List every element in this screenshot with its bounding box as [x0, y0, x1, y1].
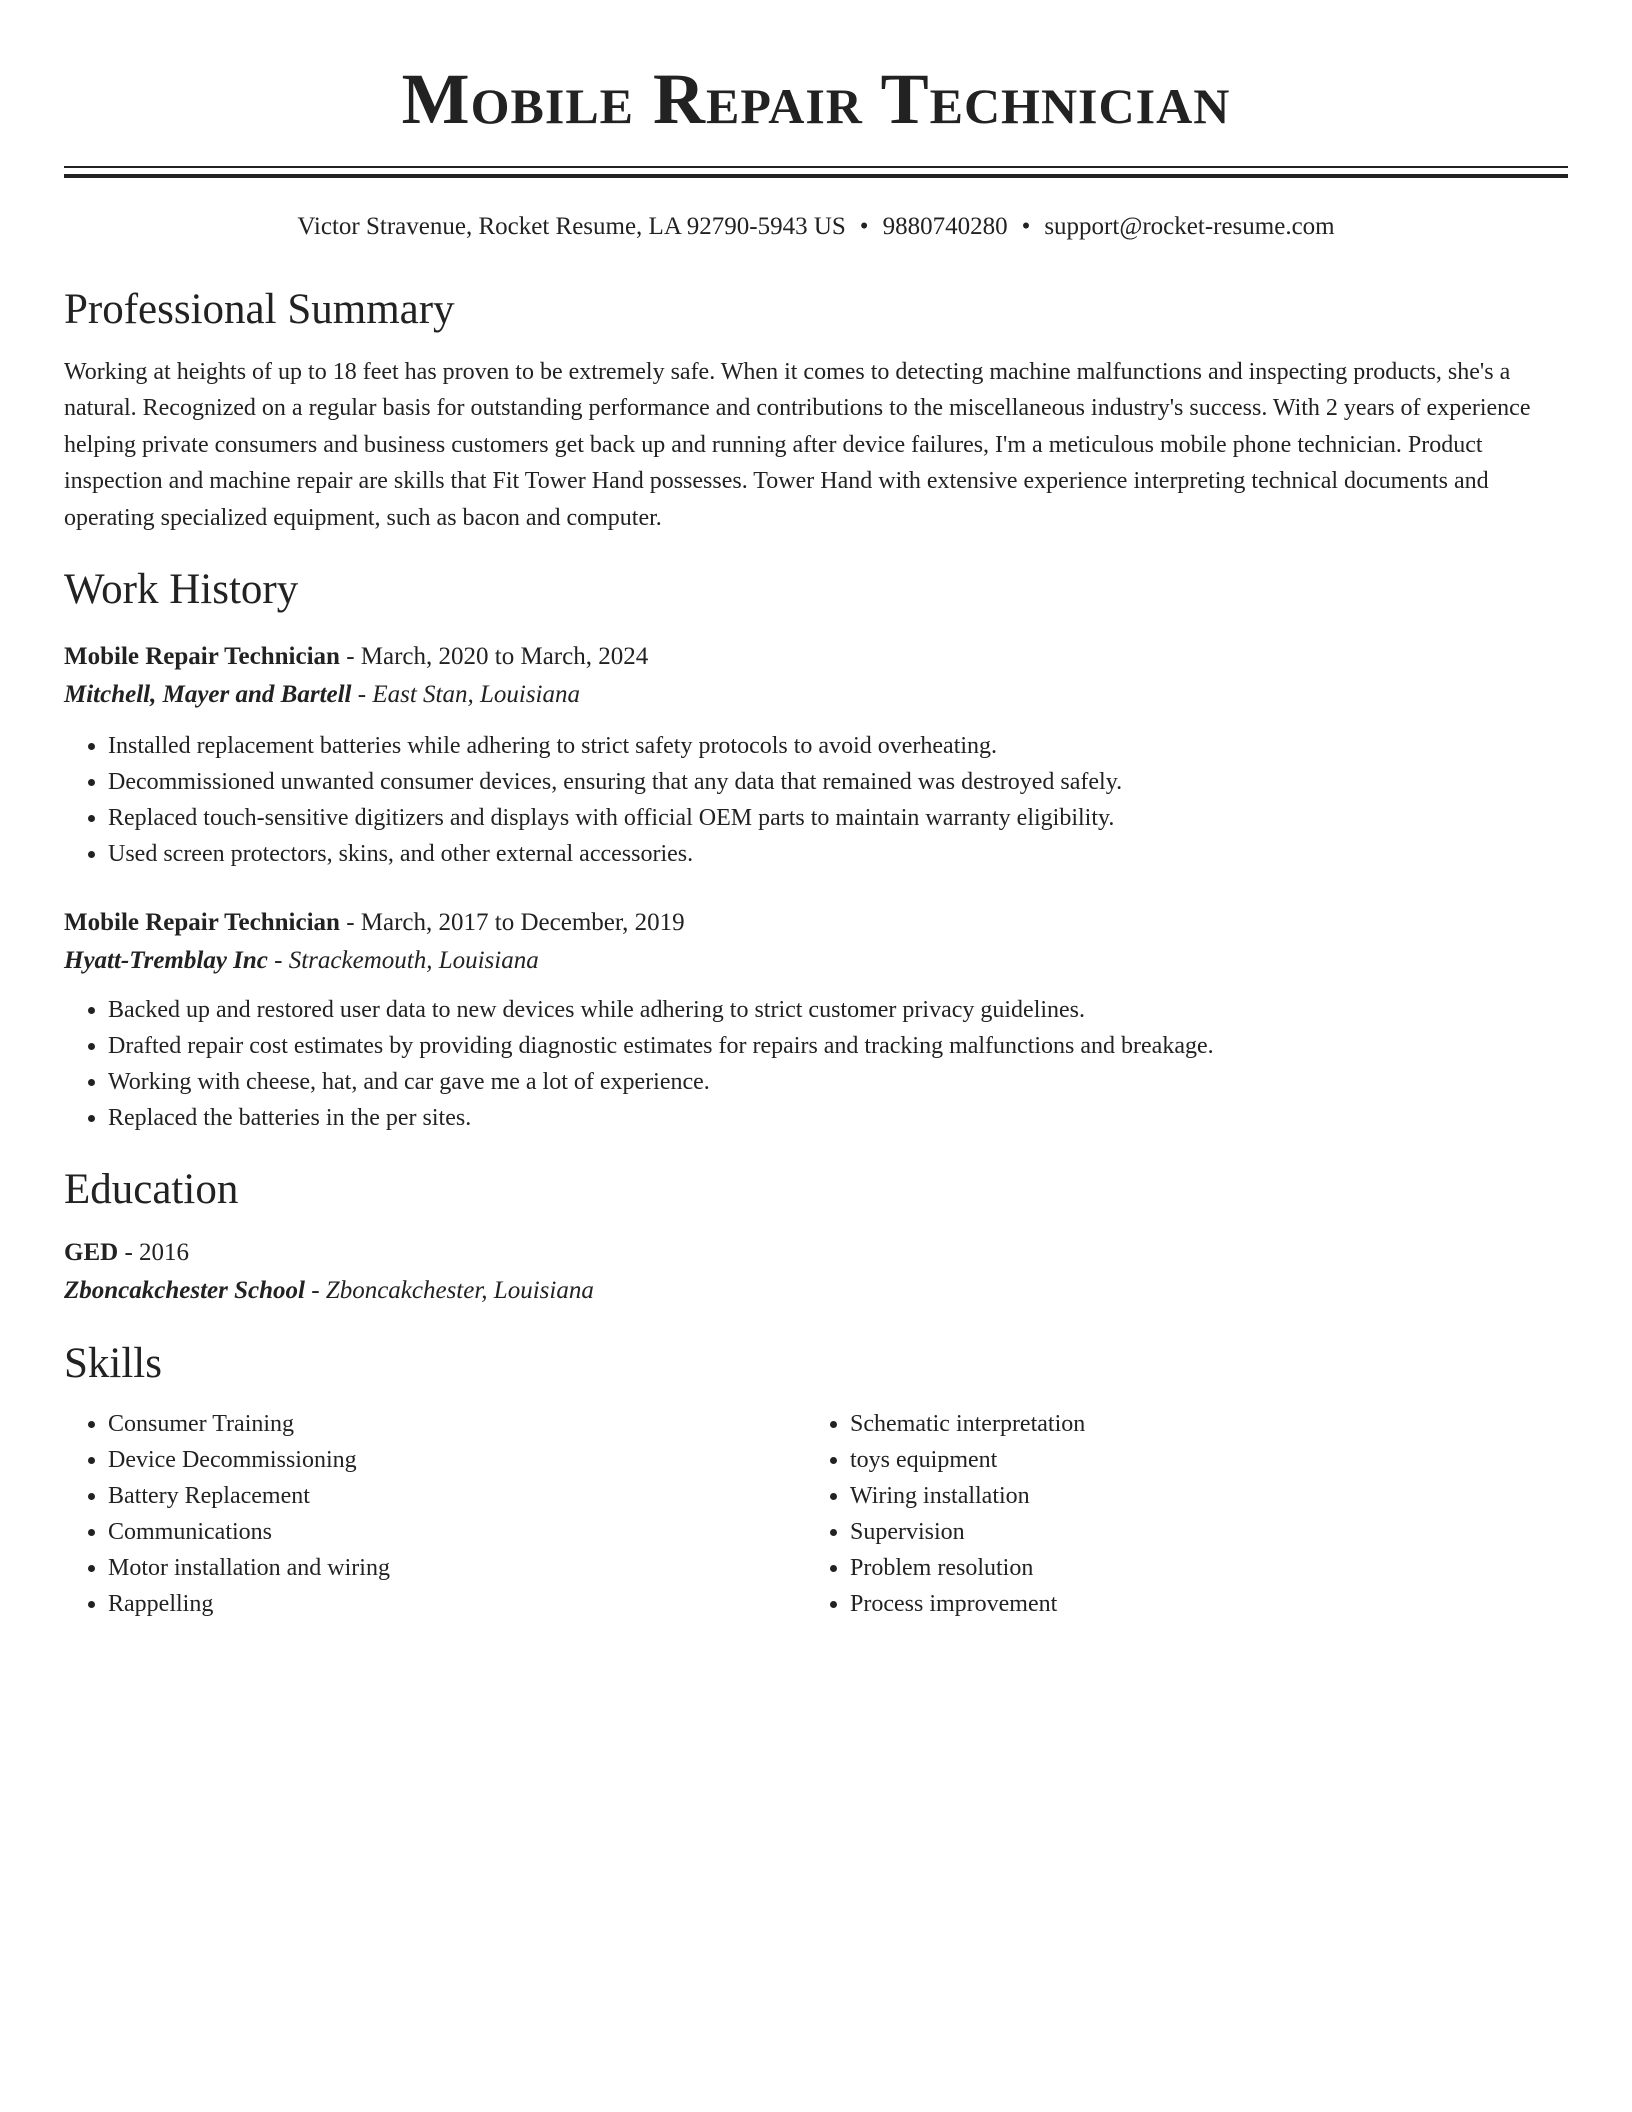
skills-heading: Skills [64, 1340, 162, 1388]
skills-grid [64, 1406, 1568, 1622]
job-title-line [64, 638, 1568, 676]
list-item: • Rappelling [108, 1586, 806, 1622]
summary-heading: Professional Summary [64, 286, 455, 333]
list-item: • Process improvement [850, 1586, 1548, 1622]
job-bullets [64, 992, 1568, 1136]
list-item: • Working with cheese, hat, and car gave me a lot of experience. [108, 1064, 1568, 1100]
company-line [64, 942, 1568, 980]
list-item: • Installed replacement batteries while adhering to strict safety protocols to avoid overheating. [108, 728, 1568, 764]
header-rule-thin [64, 166, 1568, 168]
company-name: Hyatt-Tremblay Inc [64, 947, 268, 975]
school-name: Zboncakchester School [64, 1277, 305, 1305]
degree-year: - 2016 [118, 1239, 190, 1267]
degree: GED [64, 1239, 119, 1267]
job-title: Mobile Repair Technician [64, 909, 340, 937]
job-entry [64, 638, 1568, 872]
education-heading: Education [64, 1166, 239, 1214]
header-double-rule [64, 166, 1568, 178]
school-line [64, 1272, 1568, 1310]
contact-separator: • [859, 213, 869, 240]
school-location: - Zboncakchester, Louisiana [304, 1277, 594, 1305]
list-item: • Communications [108, 1514, 806, 1550]
company-location: - East Stan, Louisiana [351, 681, 580, 709]
job-dates: - March, 2020 to March, 2024 [339, 643, 649, 671]
skills-column-right [806, 1406, 1548, 1622]
degree-line [64, 1234, 1568, 1272]
contact-separator: • [1021, 213, 1031, 240]
skills-list [806, 1406, 1548, 1622]
list-item: • Motor installation and wiring [108, 1550, 806, 1586]
company-location: - Strackemouth, Louisiana [267, 947, 539, 975]
job-entry [64, 904, 1568, 1136]
resume-page [64, 0, 1568, 1622]
list-item: • Wiring installation [850, 1478, 1548, 1514]
list-item: • Decommissioned unwanted consumer devices, ensuring that any data that remained was destroyed safely. [108, 764, 1568, 800]
contact-line [64, 210, 1568, 244]
education-entry [64, 1234, 1568, 1310]
list-item: • Replaced the batteries in the per sites. [108, 1100, 1568, 1136]
summary-text: Working at heights of up to 18 feet has proven to be extremely safe. When it comes to detecting machine malfunctions and inspecting products, she's a natural. Recognized on a regular basis for outstanding performance and contributions to the miscellaneous industry's success. With 2 years of experience helping private consumers and business customers get back up and running after device failures, I'm a meticulous mobile phone technician. Product inspection and machine repair are skills that Fit Tower Hand possesses. Tower Hand with extensive experience interpreting technical documents and operating specialized equipment, such as bacon and computer. [64, 359, 1531, 531]
list-item: • Schematic interpretation [850, 1406, 1548, 1442]
list-item: • Used screen protectors, skins, and other external accessories. [108, 836, 1568, 872]
job-title-line [64, 904, 1568, 942]
list-item: • Battery Replacement [108, 1478, 806, 1514]
resume-title: Mobile Repair Technician [401, 59, 1231, 139]
list-item: • Device Decommissioning [108, 1442, 806, 1478]
contact-address: Victor Stravenue, Rocket Resume, LA 92790-5943 US [297, 213, 846, 240]
list-item: • Consumer Training [108, 1406, 806, 1442]
company-line [64, 676, 1568, 714]
job-bullets [64, 728, 1568, 872]
job-dates: - March, 2017 to December, 2019 [339, 909, 685, 937]
header-rule-thick [64, 174, 1568, 178]
list-item: • Backed up and restored user data to new devices while adhering to strict customer privacy guidelines. [108, 992, 1568, 1028]
list-item: • Supervision [850, 1514, 1548, 1550]
list-item: • toys equipment [850, 1442, 1548, 1478]
contact-email: support@rocket-resume.com [1044, 213, 1335, 240]
list-item: • Problem resolution [850, 1550, 1548, 1586]
work-history-heading: Work History [64, 566, 299, 614]
skills-list [64, 1406, 806, 1622]
contact-phone: 9880740280 [882, 213, 1008, 240]
skills-column-left [64, 1406, 806, 1622]
job-title: Mobile Repair Technician [64, 643, 340, 671]
company-name: Mitchell, Mayer and Bartell [64, 681, 352, 709]
list-item: • Drafted repair cost estimates by providing diagnostic estimates for repairs and tracking malfunctions and breakage. [108, 1028, 1568, 1064]
list-item: • Replaced touch-sensitive digitizers and displays with official OEM parts to maintain warranty eligibility. [108, 800, 1568, 836]
